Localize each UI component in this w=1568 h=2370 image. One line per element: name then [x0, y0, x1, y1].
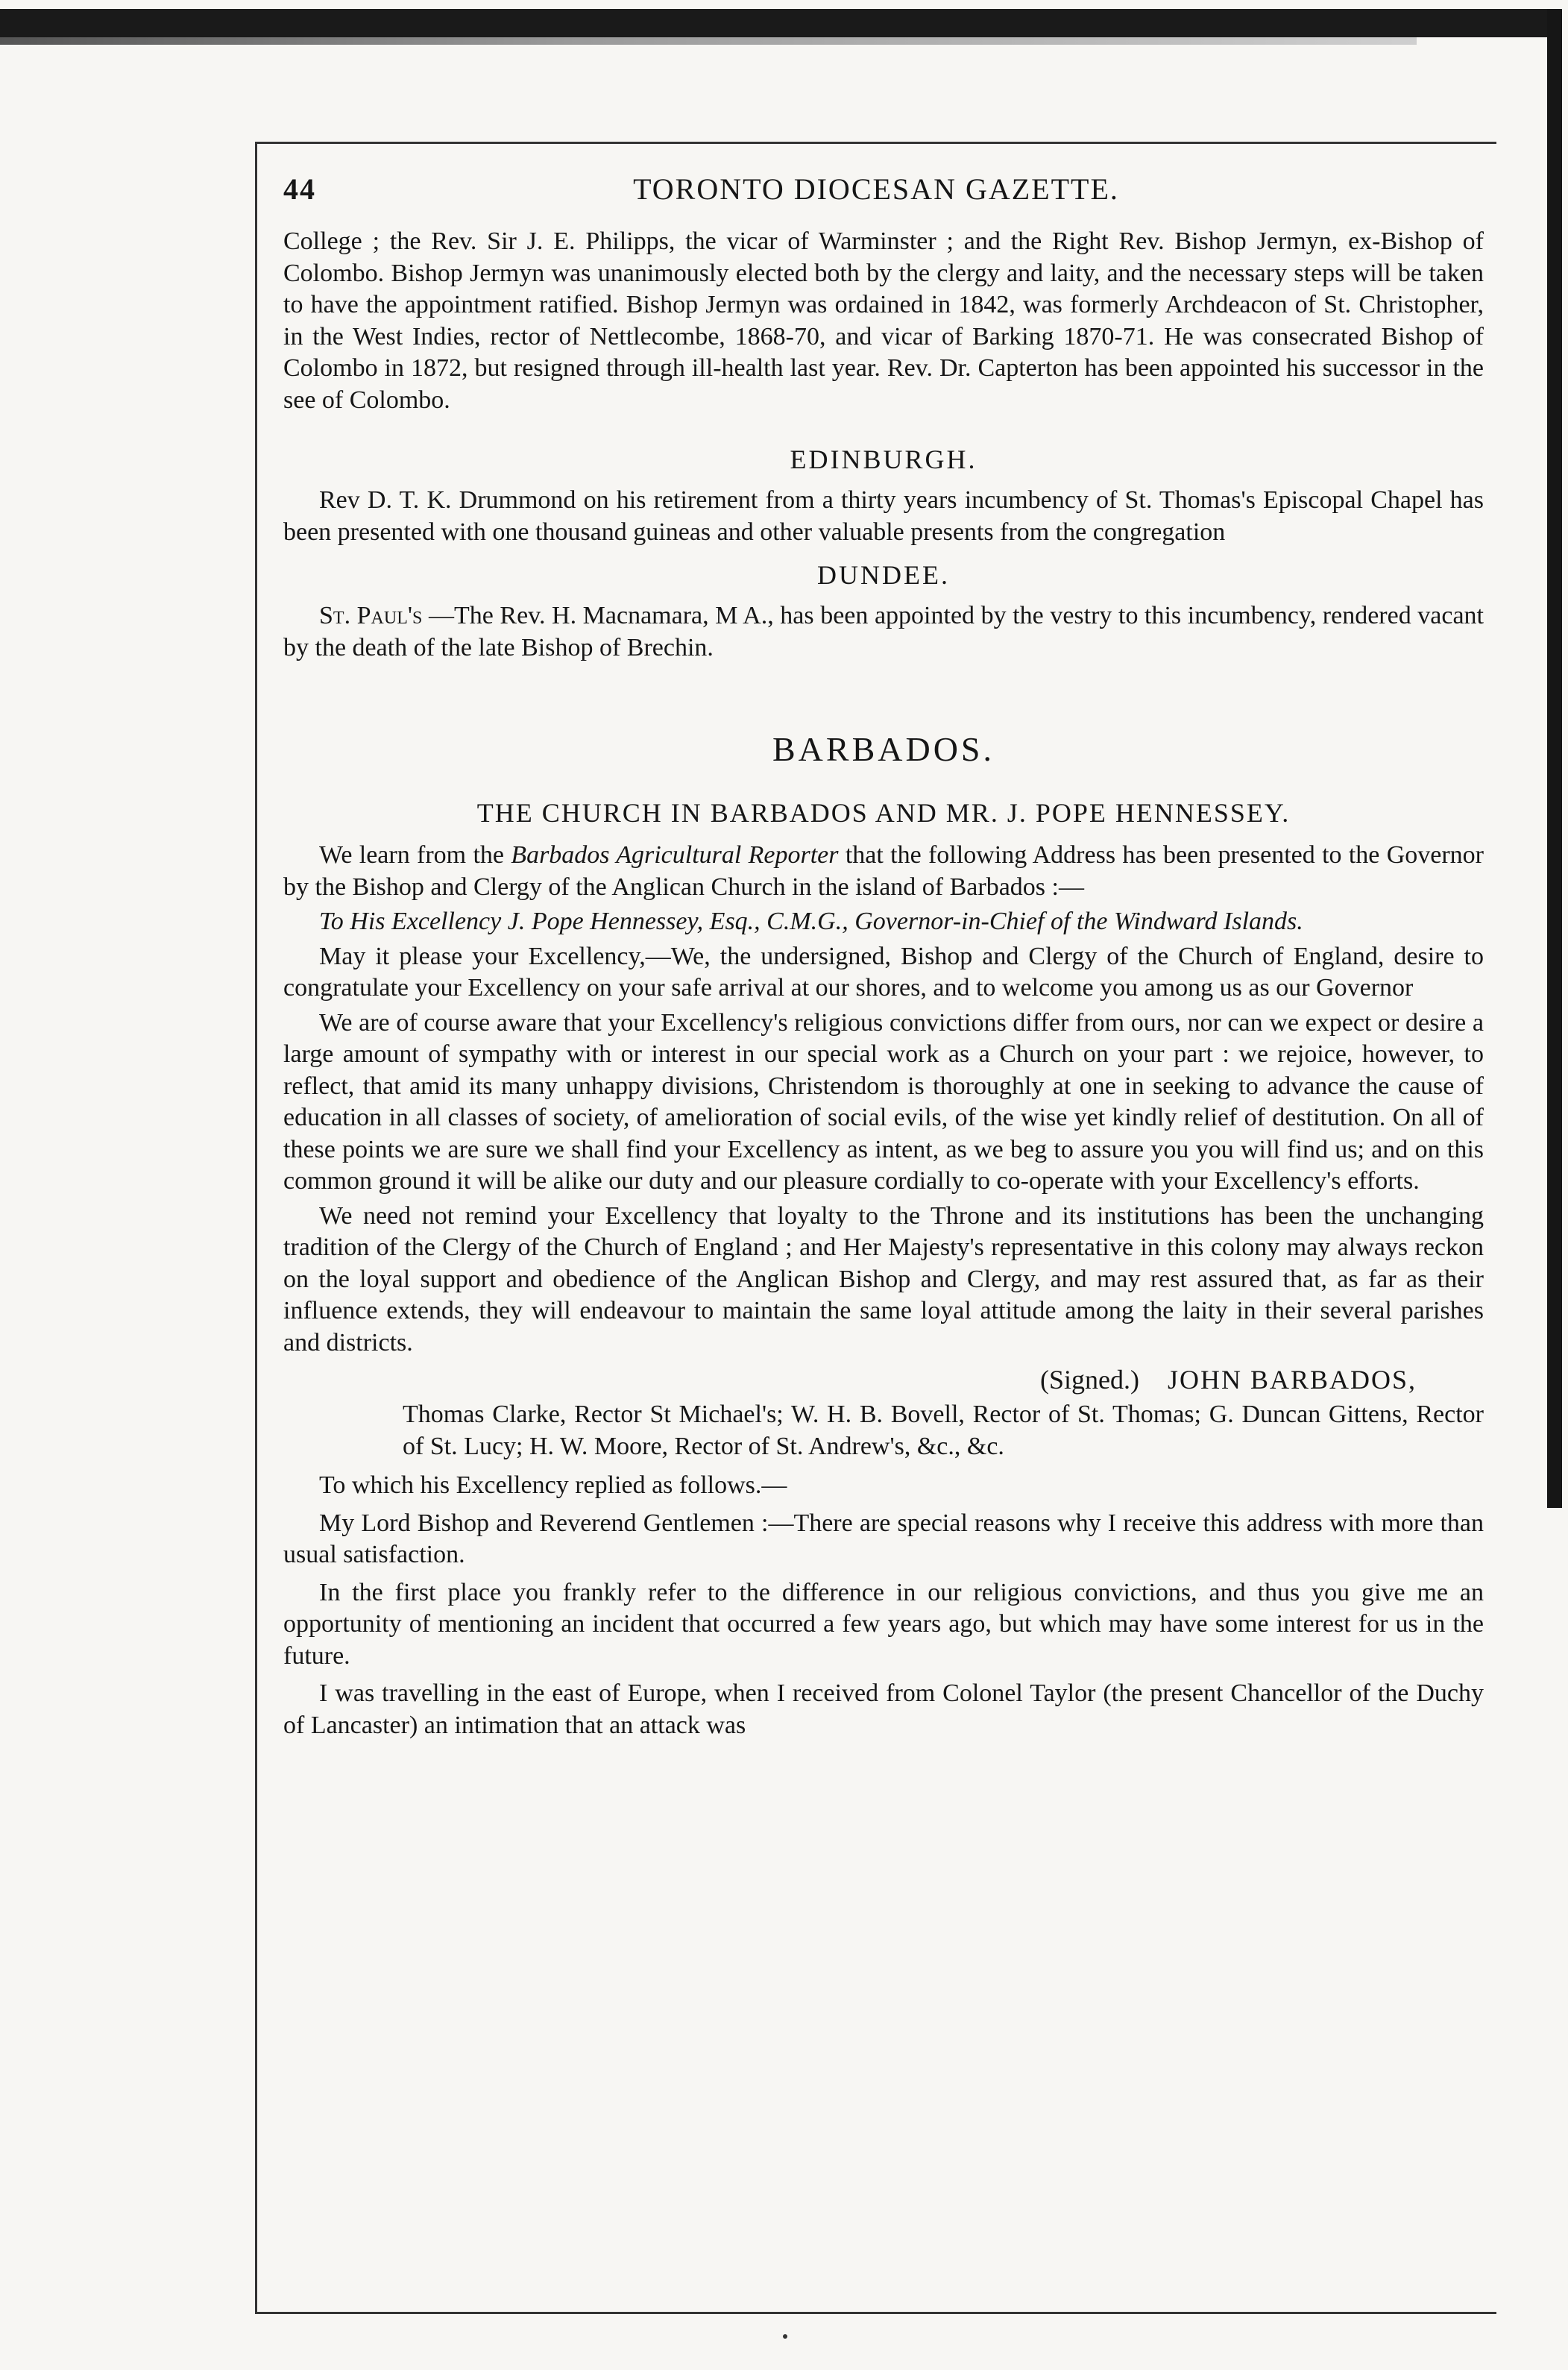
reply-paragraph: I was travelling in the east of Europe, when I received from Colonel Taylor (the present Chancellor of the Duchy of Lancaster) an intimation that an attack was — [283, 1679, 1484, 1739]
signed-label: (Signed.) — [1039, 1365, 1139, 1395]
scan-speck — [783, 2334, 787, 2339]
edinburgh-heading: EDINBURGH. — [790, 444, 977, 474]
signer-name: JOHN BARBADOS, — [1167, 1365, 1417, 1395]
address-addressee: To His Excellency J. Pope Hennessey, Esq., C.M.G., Governor-in-Chief of the Windward Islands. — [319, 908, 1303, 935]
address-paragraph: We need not remind your Excellency that loyalty to the Throne and its institutions has been the unchanging tradition of the Clergy of the Church of England ; and Her Majesty's representative in this colony may always reckon on the loyal support and obedience of the Anglican Bishop and Clergy, and may rest assured that, as far as their influence extends, they will endeavour to maintain the same loyal attitude among the laity in their several parishes and districts. — [283, 1201, 1484, 1357]
publication-name: Barbados Agricultural Reporter — [511, 841, 839, 869]
scan-top-shadow — [0, 37, 1417, 45]
reply-paragraph: My Lord Bishop and Reverend Gentlemen :—There are special reasons why I receive this address with more than usual satisfaction. — [283, 1509, 1484, 1568]
address-paragraph: We are of course aware that your Excellency's religious convictions differ from ours, nor can we expect or desire a large amount of sympathy with or interest in our special work as a Church on your part : we rejoice, however, to reflect, that amid its many unhappy divisions, Christendom is thoroughly at one in seeking to advance the cause of education in all classes of society, of amelioration of social evils, of the wise yet kindly relief of destitution. On all of these points we are sure we shall find your Excellency as intent, as we beg to assure you you will find us; and on this common ground it will be alike our duty and our pleasure cordially to co-operate with your Excellency's efforts. — [283, 1008, 1484, 1195]
page-border-left — [255, 142, 257, 2312]
page-border-top — [255, 142, 1496, 144]
intro-after: that the following Address has been presented to the Governor by the Bishop and Clergy of the Anglican Church in the island of Barbados :— — [283, 841, 1484, 901]
intro-before: We learn from the — [319, 841, 511, 869]
dundee-heading: DUNDEE. — [817, 560, 950, 590]
scan-top-edge — [0, 9, 1551, 37]
barbados-subheading: THE CHURCH IN BARBADOS AND MR. J. POPE HENNESSEY. — [476, 798, 1291, 828]
page-number: 44 — [283, 172, 316, 206]
edinburgh-text: Rev D. T. K. Drummond on his retirement from a thirty years incumbency of St. Thomas's Episcopal Chapel has been presented with one thousand guineas and other valuable presents from the congregation — [283, 486, 1484, 546]
signature-line — [283, 1363, 1484, 1396]
dundee-text — [283, 600, 1484, 664]
dundee-body: —The Rev. H. Macnamara, M A., has been appointed by the vestry to this incumbency, rendered vacant by the death of the late Bishop of Brechin. — [283, 602, 1484, 661]
reply-paragraph: In the first place you frankly refer to the difference in our religious convictions, and thus you give me an opportunity of mentioning an incident that occurred a few years ago, but which may have some interest for us in the future. — [283, 1578, 1484, 1670]
page-header — [283, 172, 1484, 207]
address-paragraph: May it please your Excellency,—We, the undersigned, Bishop and Clergy of the Church of England, desire to congratulate your Excellency on your safe arrival at our shores, and to welcome you among us as our Governor — [283, 942, 1484, 1002]
barbados-heading: BARBADOS. — [772, 730, 995, 768]
barbados-intro — [283, 840, 1484, 903]
reply-intro: To which his Excellency replied as follows.— — [319, 1471, 787, 1499]
opening-paragraph: College ; the Rev. Sir J. E. Philipps, the vicar of Warminster ; and the Right Rev. Bishop Jermyn, ex-Bishop of Colombo. Bishop Jermyn was unanimously elected both by the clergy and laity, and the necessary steps will be taken to have the appointment ratified. Bishop Jermyn was ordained in 1842, was formerly Archdeacon of St. Christopher, in the West Indies, rector of Nettlecombe, 1868-70, and vicar of Barking 1870-71. He was consecrated Bishop of Colombo in 1872, but resigned through ill-health last year. Rev. Dr. Capterton has been appointed his successor in the see of Colombo. — [283, 227, 1484, 414]
dundee-lead: St. Paul's — [319, 602, 423, 629]
signatories-list: Thomas Clarke, Rector St Michael's; W. H. B. Bovell, Rector of St. Thomas; G. Duncan Gittens, Rector of St. Lucy; H. W. Moore, Rector of St. Andrew's, &c., &c. — [403, 1401, 1484, 1460]
scan-right-edge — [1547, 9, 1562, 1508]
page-border-bottom — [255, 2312, 1496, 2314]
page-title: TORONTO DIOCESAN GAZETTE. — [633, 172, 1119, 206]
gazette-page — [283, 164, 1484, 2297]
